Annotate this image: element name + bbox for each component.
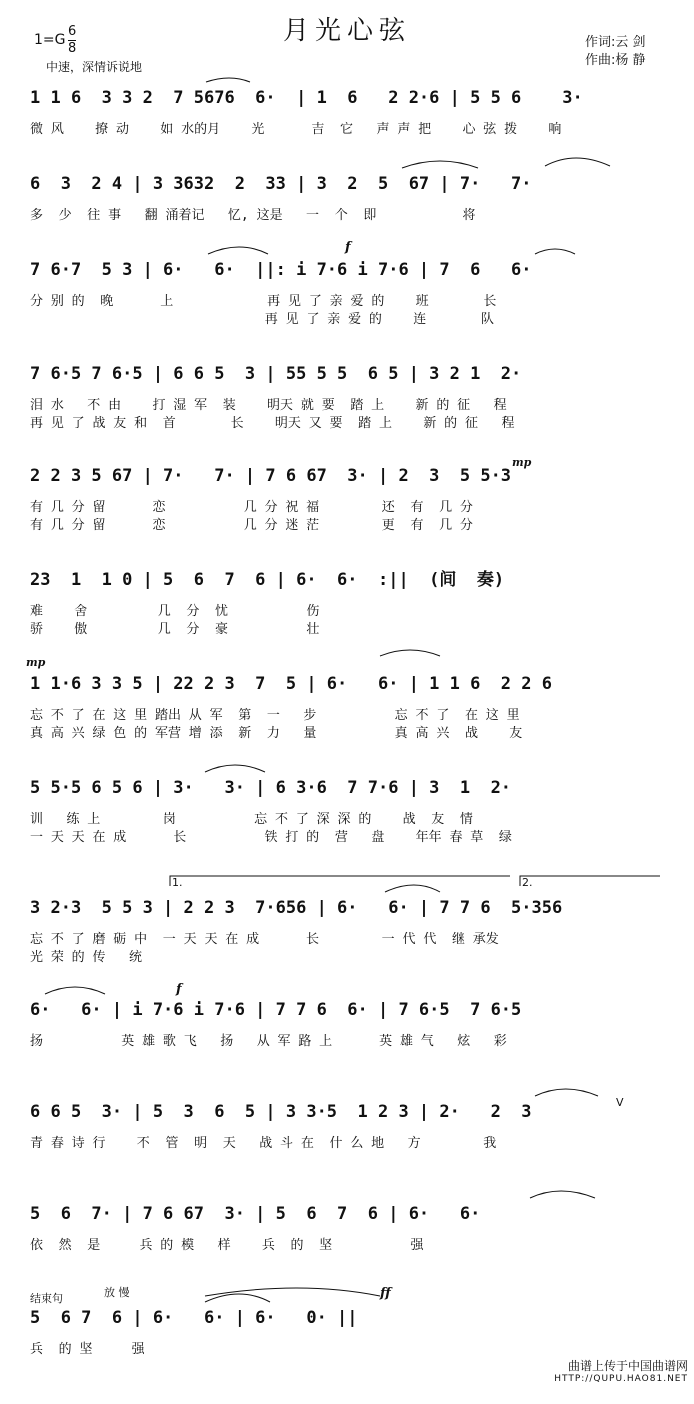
dynamic-forte-1: f [345, 240, 351, 255]
lyric-line-1: 有 几 分 留 恋 几 分 祝 福 还 有 几 分 [30, 500, 473, 515]
lyric-line-1: 忘 不 了 磨 砺 中 一 天 天 在 成 长 一 代 代 继 承发 [30, 932, 499, 947]
notes-line: 6 6 5 3· | 5 3 6 5 | 3 3·5 1 2 3 | 2· 2 3 [30, 1102, 532, 1122]
lyric-line-2: 再 见 了 战 友 和 首 长 明天 又 要 踏 上 新 的 征 程 [30, 416, 515, 431]
dynamic-forte-2: f [176, 982, 182, 997]
system-9 [0, 894, 694, 994]
system-13 [0, 1304, 694, 1404]
volta-bracket-2 [520, 876, 660, 886]
system-2 [0, 170, 694, 270]
time-signature [68, 24, 76, 57]
system-1 [0, 84, 694, 184]
ending-phrase-label: 结束句 [30, 1292, 63, 1305]
notes-line: 6· 6· | i 7·6 i 7·6 | 7 7 6 6· | 7 6·5 7 6·5 [30, 1000, 522, 1020]
system-8 [0, 774, 694, 874]
dynamic-mp-2: mp [26, 656, 46, 669]
dynamic-mp-1: mp [512, 456, 532, 469]
notes-line: 23 1 1 0 | 5 6 7 6 | 6· 6· :|| (间 奏) [30, 570, 505, 590]
system-3 [0, 256, 694, 356]
lyric-line-1: 青 春 诗 行 不 管 明 天 战 斗 在 什 么 地 方 我 [30, 1136, 497, 1151]
volta-first-ending: 1. [172, 876, 183, 889]
lyric-line-2: 骄 傲 几 分 豪 壮 [30, 622, 320, 637]
slur [206, 78, 250, 82]
slur [385, 885, 440, 892]
notes-line: 5 6 7 6 | 6· 6· | 6· 0· || [30, 1308, 358, 1328]
dynamic-fortissimo: ff [380, 1286, 391, 1301]
breath-mark: V [616, 1096, 624, 1109]
key-signature: 1=G [34, 32, 66, 48]
lyric-line-2: 有 几 分 留 恋 几 分 迷 茫 更 有 几 分 [30, 518, 473, 533]
credits [585, 34, 646, 70]
tempo-marking: 中速，深情诉说地 [46, 60, 143, 74]
lyric-line-1: 训 练 上 岗 忘 不 了 深 深 的 战 友 情 [30, 812, 473, 827]
system-10 [0, 996, 694, 1096]
composer: 作曲:杨 静 [585, 53, 646, 68]
lyric-line-1: 泪 水 不 由 打 湿 军 装 明天 就 要 踏 上 新 的 征 程 [30, 398, 507, 413]
lyric-line-2: 真 高 兴 绿 色 的 军营 增 添 新 力 量 真 高 兴 战 友 [30, 726, 523, 741]
lyric-line-1: 难 舍 几 分 忧 伤 [30, 604, 320, 619]
song-title: 月光心弦 [282, 16, 411, 46]
volta-bracket-1 [170, 876, 510, 886]
notes-line: 1 1 6 3 3 2 7 5676 6· | 1 6 2 2·6 | 5 5 6 3· [30, 88, 583, 108]
site-url: HTTP://QUPU.HAO81.NET [554, 1374, 688, 1384]
system-4 [0, 360, 694, 460]
lyricist: 作词:云 剑 [585, 35, 646, 50]
lyric-line-1: 扬 英 雄 歌 飞 扬 从 军 路 上 英 雄 气 炫 彩 [30, 1034, 507, 1049]
lyric-line-2: 一 天 天 在 成 长 铁 打 的 营 盘 年年 春 草 绿 [30, 830, 512, 845]
lyric-line-2: 再 见 了 亲 爱 的 连 队 [30, 312, 495, 327]
notes-line: 7 6·5 7 6·5 | 6 6 5 3 | 55 5 5 6 5 | 3 2 1 2· [30, 364, 522, 384]
system-11 [0, 1098, 694, 1198]
ritardando-label: 放 慢 [104, 1286, 130, 1299]
footer-credit [554, 1357, 688, 1384]
system-6 [0, 566, 694, 666]
lyric-line-1: 依 然 是 兵 的 模 样 兵 的 坚 强 [30, 1238, 424, 1253]
lyric-line-1: 忘 不 了 在 这 里 踏出 从 军 第 一 步 忘 不 了 在 这 里 [30, 708, 520, 723]
upload-note: 曲谱上传于中国曲谱网 [567, 1359, 688, 1373]
volta-second-ending: 2. [522, 876, 533, 889]
notes-line: 2 2 3 5 67 | 7· 7· | 7 6 67 3· | 2 3 5 5·3 [30, 466, 512, 486]
lyric-line-2: 光 荣 的 传 统 [30, 950, 142, 965]
meter-denominator: 8 [68, 41, 77, 56]
lyric-line-1: 兵 的 坚 强 [30, 1342, 145, 1357]
notes-line: 3 2·3 5 5 3 | 2 2 3 7·656 | 6· 6· | 7 7 6 5·356 [30, 898, 563, 918]
notes-line: 5 6 7· | 7 6 67 3· | 5 6 7 6 | 6· 6· [30, 1204, 481, 1224]
system-5 [0, 462, 694, 562]
lyric-line-1: 微 风 撩 动 如 水的月 光 吉 它 声 声 把 心 弦 拨 响 [30, 122, 562, 137]
notes-line: 5 5·5 6 5 6 | 3· 3· | 6 3·6 7 7·6 | 3 1 2· [30, 778, 512, 798]
notes-line: 7 6·7 5 3 | 6· 6· ||: i 7·6 i 7·6 | 7 6 6· [30, 260, 532, 280]
notes-line: 1 1·6 3 3 5 | 22 2 3 7 5 | 6· 6· | 1 1 6 2 2 6 [30, 674, 552, 694]
lyric-line-1: 多 少 往 事 翻 涌着记 忆, 这是 一 个 即 将 [30, 208, 476, 223]
lyric-line-1: 分 别 的 晚 上 再 见 了 亲 爱 的 班 长 [30, 294, 497, 309]
notes-line: 6 3 2 4 | 3 3632 2 33 | 3 2 5 67 | 7· 7· [30, 174, 532, 194]
meter-numerator: 6 [68, 24, 77, 39]
system-7 [0, 670, 694, 770]
